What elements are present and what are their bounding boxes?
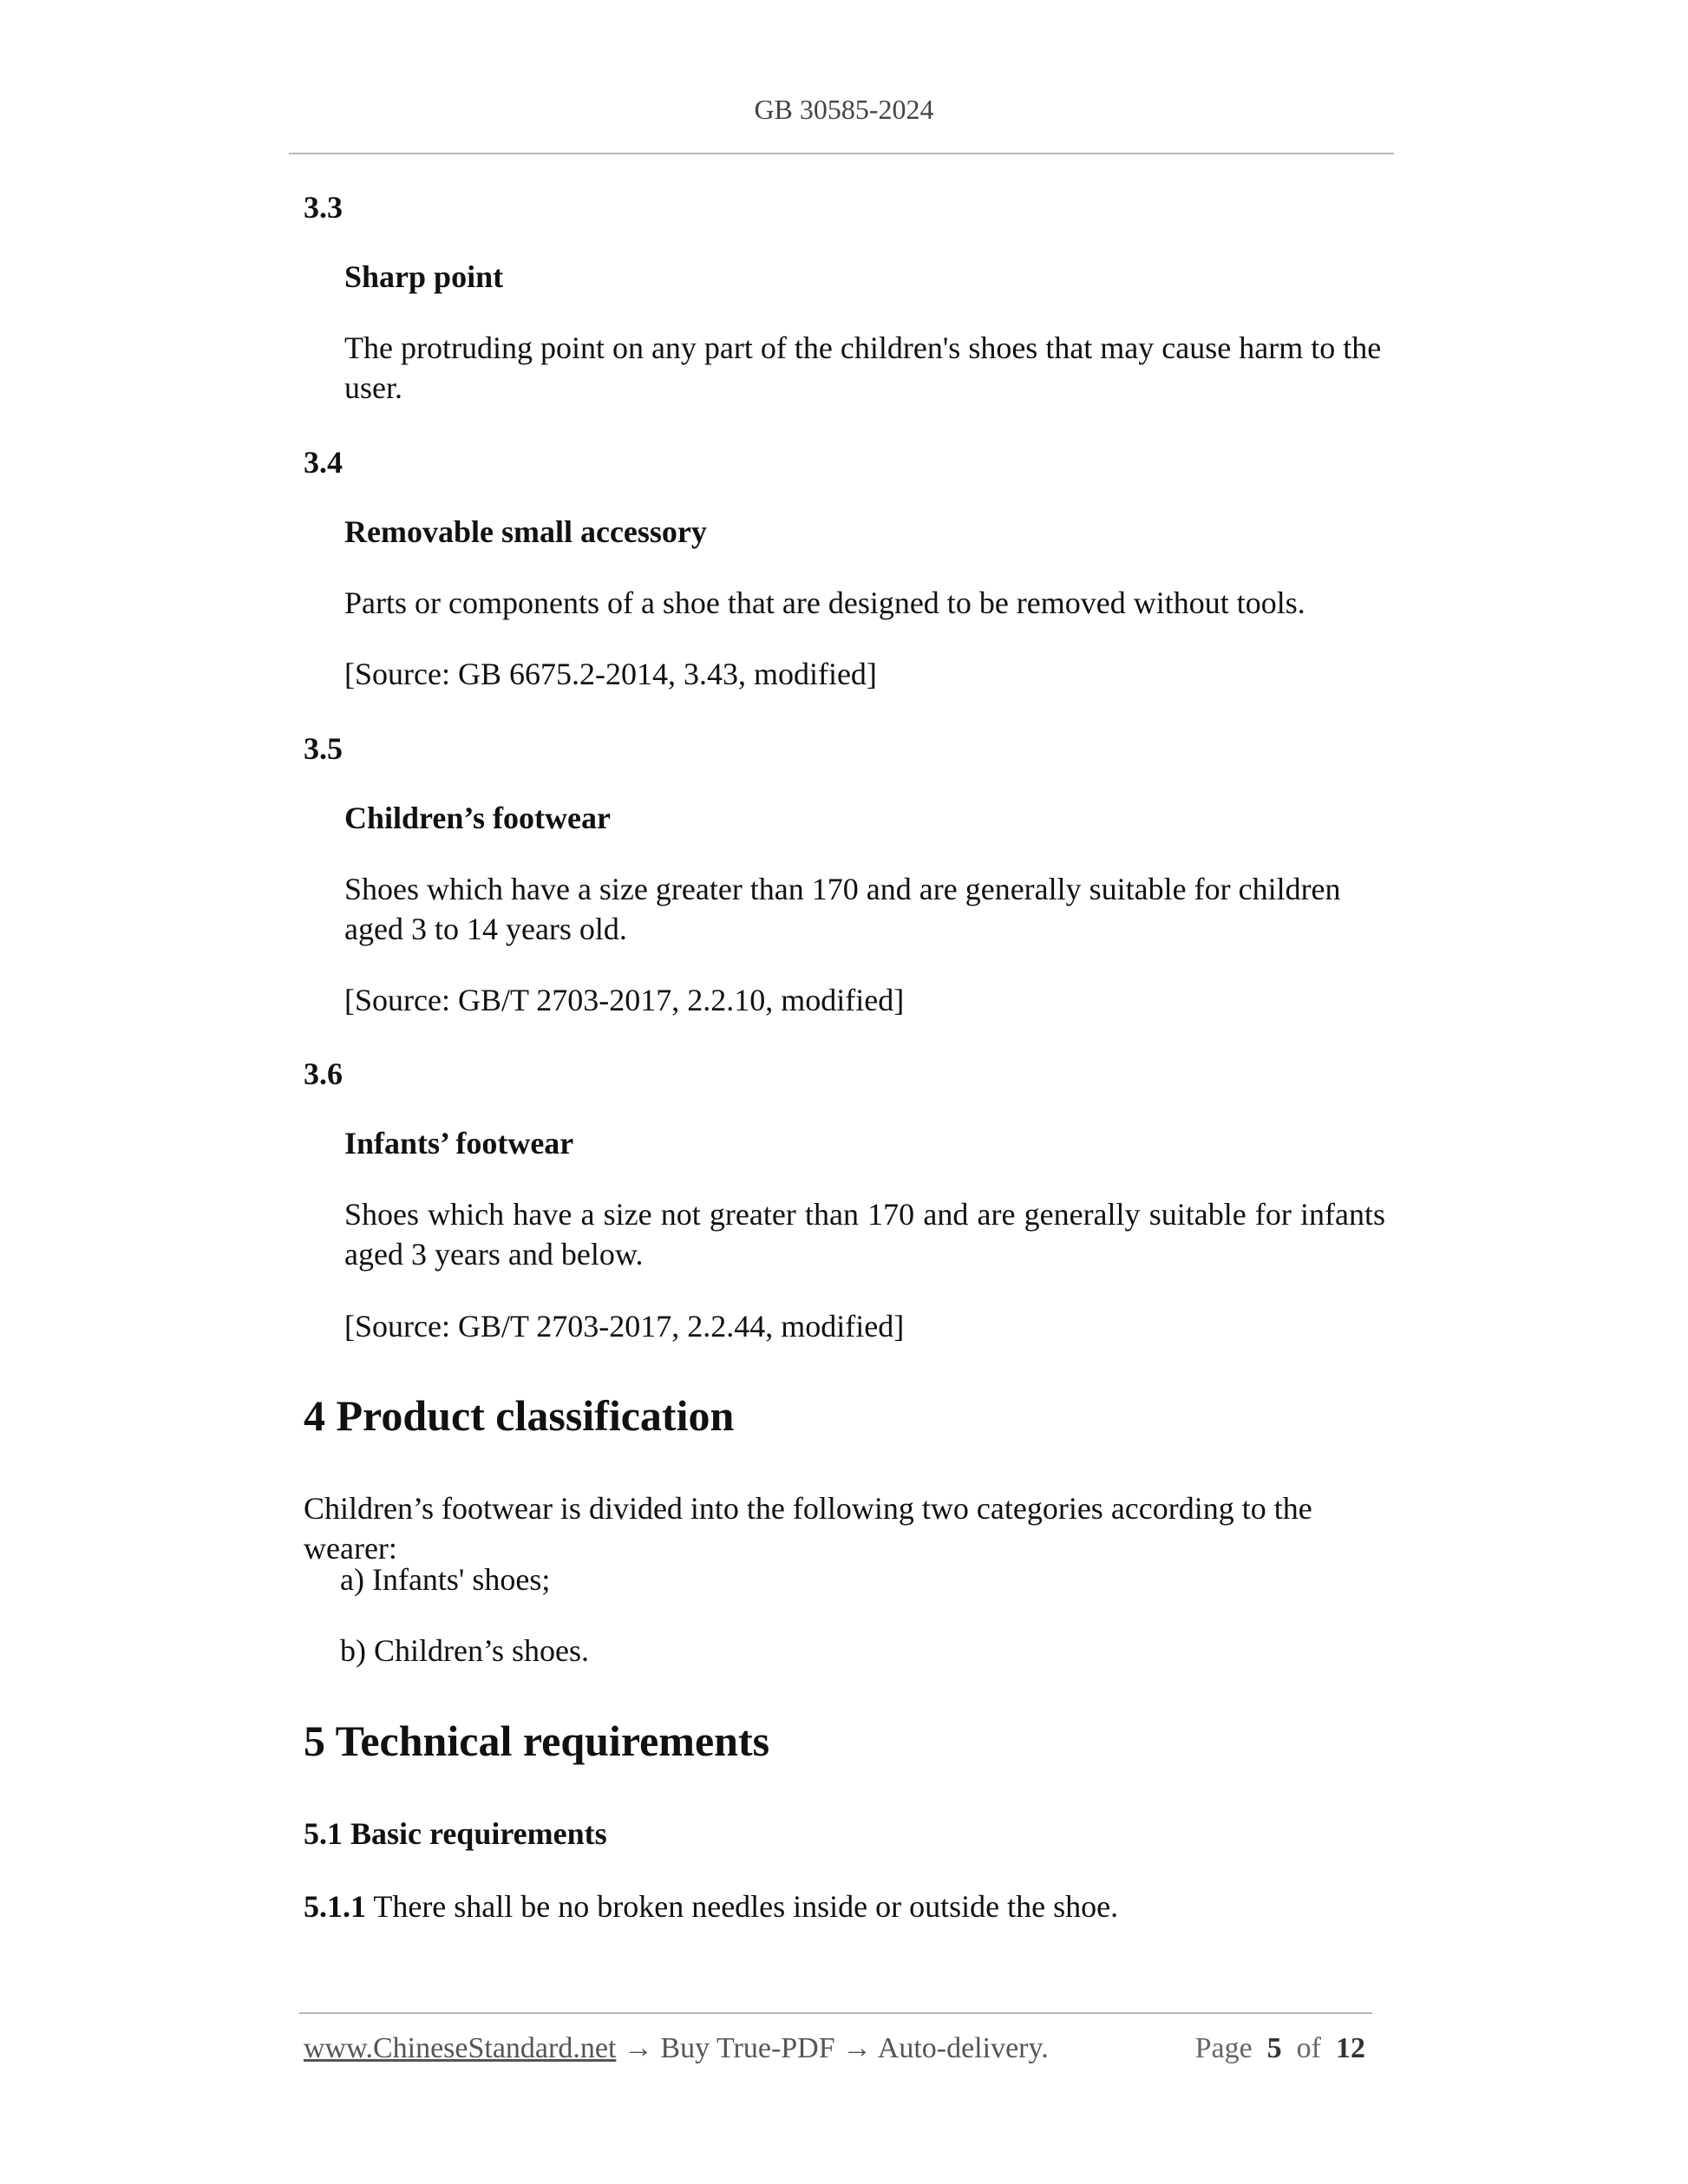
definition-source: [Source: GB 6675.2-2014, 3.43, modified] [344,657,877,691]
footer-links [304,2032,1049,2065]
clause-number: 5.1.1 [304,1889,366,1924]
arrow-right-icon: → [834,2032,878,2064]
page-indicator [1195,2032,1365,2065]
header-divider [289,153,1394,154]
definition-term: Infants’ footwear [344,1126,574,1161]
definition-source: [Source: GB/T 2703-2017, 2.2.10, modified] [344,983,905,1017]
buy-pdf-text: Buy True-PDF [660,2032,835,2064]
definition-number: 3.3 [304,190,343,225]
website-link[interactable]: www.ChineseStandard.net [304,2032,617,2064]
footer-divider [299,2012,1372,2014]
definition-number: 3.6 [304,1056,343,1091]
definition-text: The protruding point on any part of the children's shoes that may cause harm to the user. [344,330,1382,405]
definition-term: Sharp point [344,259,504,294]
arrow-right-icon: → [616,2032,661,2064]
page-total: 12 [1336,2032,1365,2064]
section-heading: 5 Technical requirements [304,1716,770,1765]
page-header-title: GB 30585-2024 [754,94,934,125]
section-intro: Children’s footwear is divided into the following two categories according to the wearer: [304,1491,1312,1566]
definition-number: 3.4 [304,445,343,480]
list-item: b) Children’s shoes. [340,1633,589,1668]
page-current: 5 [1266,2032,1282,2064]
of-label: of [1296,2032,1321,2064]
list-item: a) Infants' shoes; [340,1562,551,1597]
delivery-text: Auto-delivery. [877,2032,1049,2064]
subsection-heading: 5.1 Basic requirements [304,1816,607,1851]
definition-text: Parts or components of a shoe that are designed to be removed without tools. [344,585,1305,620]
definition-number: 3.5 [304,731,343,766]
page-label: Page [1194,2032,1253,2064]
definition-term: Children’s footwear [344,801,611,835]
section-heading: 4 Product classification [304,1391,735,1440]
definition-text: Shoes which have a size not greater than 170 and are generally suitable for infants aged 3 years and below. [344,1197,1385,1272]
clause [304,1886,1405,1926]
definition-text: Shoes which have a size greater than 170 and are generally suitable for children aged 3 to 14 years old. [344,872,1341,946]
definition-source: [Source: GB/T 2703-2017, 2.2.44, modified] [344,1309,905,1344]
clause-text: There shall be no broken needles inside or outside the shoe. [366,1889,1119,1924]
definition-term: Removable small accessory [344,514,707,549]
